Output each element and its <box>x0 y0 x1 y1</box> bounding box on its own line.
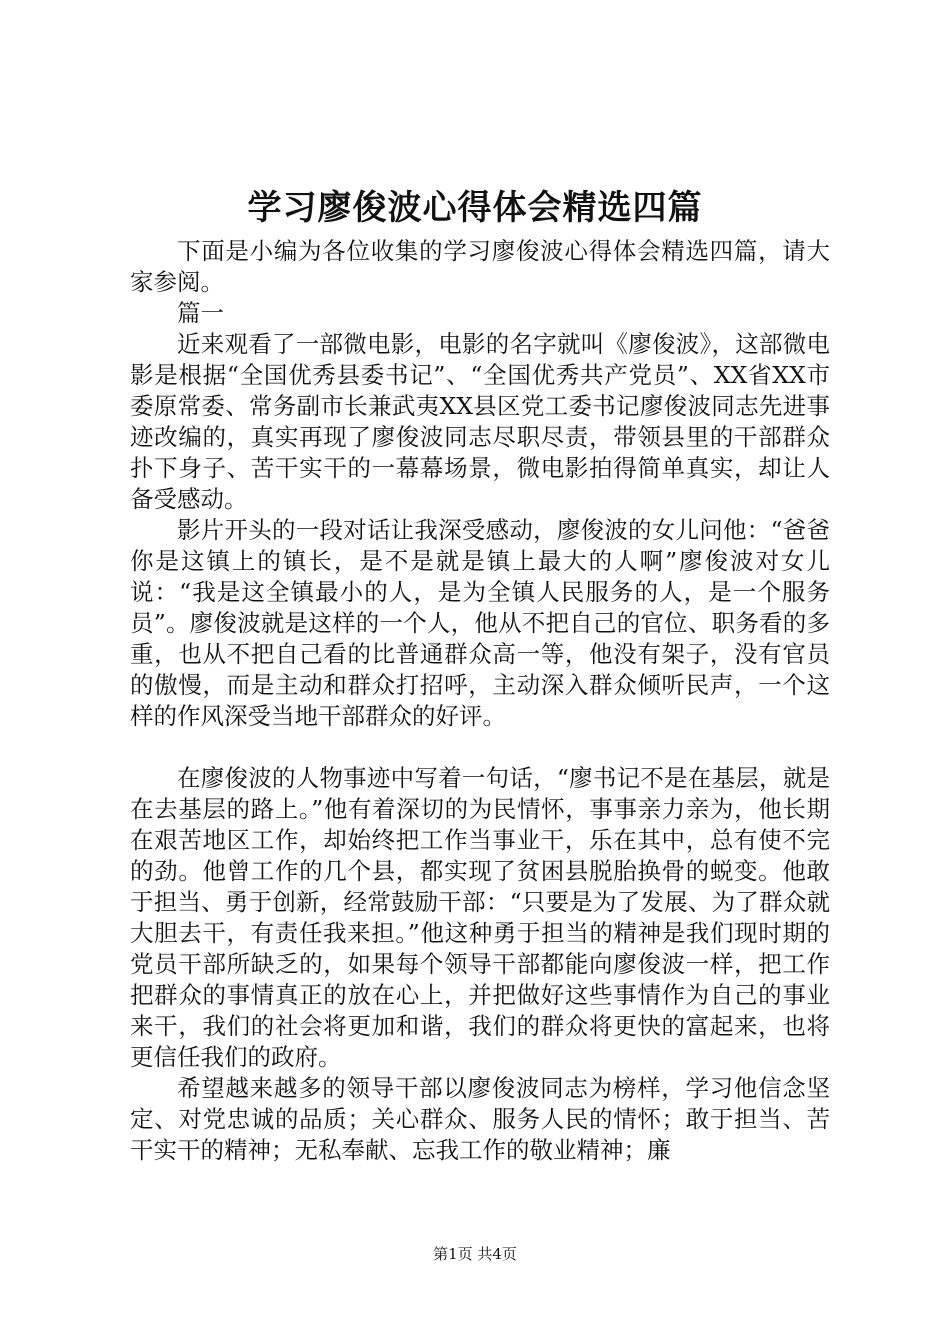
document-body <box>130 236 830 1166</box>
paragraph-gap <box>130 732 830 763</box>
paragraph-4: 希望越来越多的领导干部以廖俊波同志为榜样，学习他信念坚定、对党忠诚的品质；关心群众、服务人民的情怀；敢于担当、苦干实干的精神；无私奉献、忘我工作的敬业精神；廉 <box>130 1074 830 1164</box>
paragraph-2: 影片开头的一段对话让我深受感动，廖俊波的女儿问他：“爸爸你是这镇上的镇长，是不是就是镇上最大的人啊”廖俊波对女儿说：“我是这全镇最小的人，是为全镇人民服务的人，是一个服务员”。廖俊波就是这样的一个人，他从不把自己的官位、职务看的多重，也从不把自己看的比普通群众高一等，他没有架子，没有官员的傲慢，而是主动和群众打招呼，主动深入群众倾听民声，一个这样的作风深受当地干部群众的好评。 <box>130 516 830 730</box>
paragraph-1: 近来观看了一部微电影，电影的名字就叫《廖俊波》，这部微电影是根据“全国优秀县委书记”、“全国优秀共产党员”、XX省XX市委原常委、常务副市长兼武夷XX县区党工委书记廖俊波同志先进事迹改编的，真实再现了廖俊波同志尽职尽责，带领县里的干部群众扑下身子、苦干实干的一幕幕场景，微电影拍得简单真实，却让人备受感动。 <box>130 330 830 513</box>
document-title: 学习廖俊波心得体会精选四篇 <box>247 188 703 228</box>
paragraph-3: 在廖俊波的人物事迹中写着一句话，“廖书记不是在基层，就是在去基层的路上。”他有着深切的为民情怀，事事亲力亲为，他长期在艰苦地区工作，却始终把工作当事业干，乐在其中，总有使不完的劲。他曾工作的几个县，都实现了贫困县脱胎换骨的蜕变。他敢于担当、勇于创新，经常鼓励干部：“只要是为了发展、为了群众就大胆去干，有责任我来担。”他这种勇于担当的精神是我们现时期的党员干部所缺乏的，如果每个领导干部都能向廖俊波一样，把工作把群众的事情真正的放在心上，并把做好这些事情作为自己的事业来干，我们的社会将更加和谐，我们的群众将更快的富起来，也将更信任我们的政府。 <box>130 764 830 1071</box>
page-footer: 第1页 共4页 <box>433 1245 517 1263</box>
section-heading: 篇一 <box>177 299 224 327</box>
paragraph-intro: 下面是小编为各位收集的学习廖俊波心得体会精选四篇，请大家参阅。 <box>130 237 830 296</box>
